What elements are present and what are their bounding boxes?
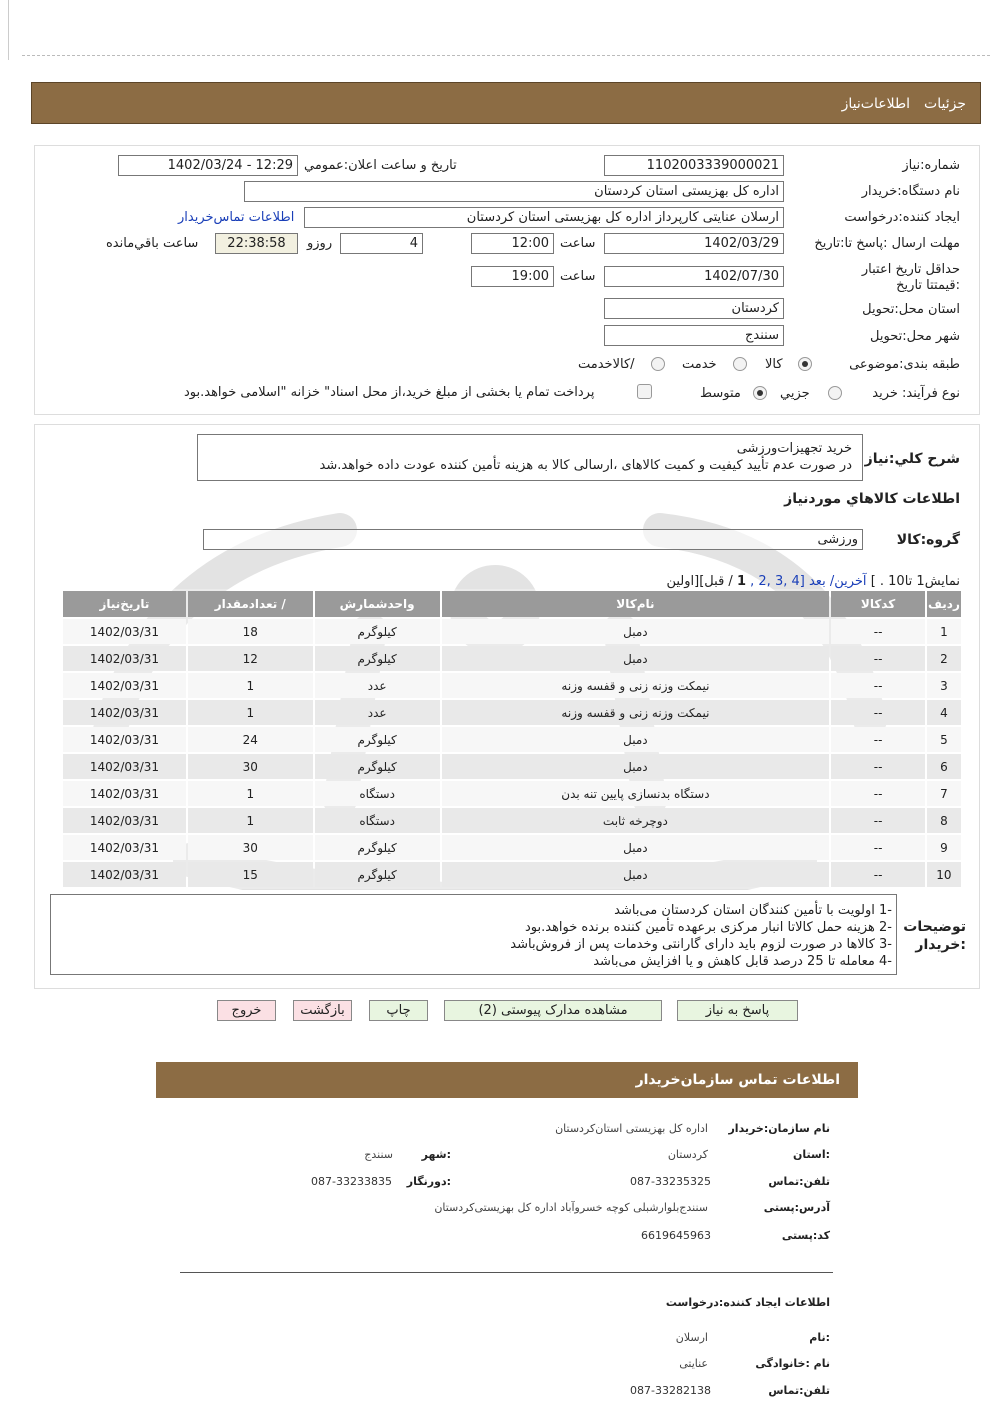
- cell-item-name: دوچرخه ثابت: [442, 808, 830, 833]
- paging-show: نمایش1 تا10 . ]: [870, 574, 960, 589]
- goods-section-title: اطلاعات کالاهاي موردنیاز: [784, 491, 960, 507]
- cell-quantity: 1: [188, 700, 313, 725]
- process-medium-radio[interactable]: [753, 386, 767, 400]
- cell-item-name: نیمکت وزنه زنی و قفسه وزنه: [442, 673, 830, 698]
- creator-info-title: اطلاعات ایجاد کننده:درخواست: [665, 1296, 830, 1309]
- cell-item-code: --: [831, 673, 925, 698]
- contact-fax-label: :دورنگار: [406, 1175, 451, 1188]
- cell-row-number: 1: [927, 619, 961, 644]
- exit-button[interactable]: خروج: [217, 1000, 276, 1021]
- cell-unit: عدد: [315, 700, 440, 725]
- page-edge: [8, 0, 9, 60]
- category-both-label: /کالاخدمت: [578, 357, 635, 372]
- contact-postal-value: 6619645963: [641, 1229, 711, 1242]
- deadline-time-field: 12:00: [471, 233, 554, 254]
- reply-button[interactable]: پاسخ به نیاز: [677, 1000, 798, 1021]
- cell-row-number: 6: [927, 754, 961, 779]
- goods-table-header: [63, 591, 961, 617]
- note-line-4: -4 معامله تا 25 درصد قابل کاهش و یا افزایش می‌باشد: [593, 954, 892, 969]
- cell-need-date: 1402/03/31: [63, 781, 186, 806]
- col-item-name: نام‌کالا: [442, 591, 830, 617]
- attachments-button[interactable]: مشاهده مدارک پیوستی (2): [444, 1000, 662, 1021]
- cell-unit: دستگاه: [315, 808, 440, 833]
- cell-unit: کیلوگرم: [315, 862, 440, 887]
- contact-fax-value: 087-33233835: [311, 1175, 392, 1188]
- contact-address-label: آدرس:پستی: [763, 1201, 830, 1214]
- col-item-code: کدکالا: [831, 591, 925, 617]
- validity-date-field: 1402/07/30: [604, 266, 784, 287]
- col-unit: واحدشمارش: [315, 591, 440, 617]
- goods-group-label: گروه:کالا: [896, 532, 960, 548]
- category-service-label: خدمت: [682, 357, 717, 372]
- goods-table-wrap: [61, 589, 963, 889]
- cell-item-name: دمبل: [442, 727, 830, 752]
- cell-row-number: 7: [927, 781, 961, 806]
- process-partial-radio[interactable]: [828, 386, 842, 400]
- cell-item-code: --: [831, 619, 925, 644]
- need-number-field: 1102003339000021: [604, 155, 784, 176]
- table-row: [63, 646, 961, 671]
- cell-quantity: 30: [188, 754, 313, 779]
- creator-family-label: نام :خانوادگی: [755, 1357, 830, 1370]
- treasury-payment-checkbox[interactable]: [637, 384, 652, 399]
- cell-quantity: 18: [188, 619, 313, 644]
- top-divider: [22, 55, 990, 56]
- notes-label: توضیحات :خریدار: [903, 919, 966, 953]
- description-line-2: در صورت عدم تأیید کیفیت و کمیت کالاهای ،ارسالی کالا به هزینه تأمین کننده عودت داده خواهد.شد: [319, 458, 852, 473]
- cell-need-date: 1402/03/31: [63, 673, 186, 698]
- deadline-date-field: 1402/03/29: [604, 233, 784, 254]
- tab-need-info[interactable]: اطلاعات‌نیاز: [841, 96, 910, 112]
- contact-divider: [180, 1272, 833, 1273]
- buyer-label: نام دستگاه:خريدار: [861, 184, 960, 199]
- contact-province-label: :استان: [793, 1148, 830, 1161]
- table-row: [63, 700, 961, 725]
- cell-unit: کیلوگرم: [315, 727, 440, 752]
- paging-tail[interactable]: / قبل][اولین: [666, 574, 733, 589]
- org-label: نام سازمان:خریدار: [728, 1122, 830, 1135]
- cell-item-name: نیمکت وزنه زنی و قفسه وزنه: [442, 700, 830, 725]
- notes-box: [50, 894, 897, 975]
- table-row: [63, 727, 961, 752]
- cell-row-number: 9: [927, 835, 961, 860]
- cell-unit: کیلوگرم: [315, 754, 440, 779]
- remaining-label: ساعت باقي‌مانده: [106, 236, 199, 251]
- process-partial-label: جزیي: [780, 386, 810, 401]
- city-field: سنندج: [604, 325, 784, 346]
- goods-group-field: ورزشی: [203, 529, 863, 550]
- cell-item-name: دمبل: [442, 646, 830, 671]
- cell-row-number: 8: [927, 808, 961, 833]
- cell-unit: عدد: [315, 673, 440, 698]
- cell-item-name: دمبل: [442, 754, 830, 779]
- cell-need-date: 1402/03/31: [63, 754, 186, 779]
- cell-row-number: 10: [927, 862, 961, 887]
- cell-item-code: --: [831, 727, 925, 752]
- cell-row-number: 5: [927, 727, 961, 752]
- creator-name-value: ارسلان: [675, 1331, 708, 1344]
- cell-item-code: --: [831, 808, 925, 833]
- cell-item-code: --: [831, 646, 925, 671]
- cell-quantity: 30: [188, 835, 313, 860]
- table-row: [63, 835, 961, 860]
- table-row: [63, 619, 961, 644]
- cell-row-number: 2: [927, 646, 961, 671]
- paging-bar: [666, 574, 960, 589]
- deadline-time-label: ساعت: [560, 236, 596, 251]
- cell-quantity: 1: [188, 808, 313, 833]
- org-value: اداره کل بهزیستی استان‌کردستان: [555, 1122, 708, 1135]
- header-bar: [31, 82, 981, 124]
- cell-item-name: دمبل: [442, 835, 830, 860]
- province-field: کردستان: [604, 298, 784, 319]
- cell-item-code: --: [831, 781, 925, 806]
- col-need-date: تاریخ‌نیاز: [63, 591, 186, 617]
- cell-item-code: --: [831, 700, 925, 725]
- back-button[interactable]: بازگشت: [293, 1000, 352, 1021]
- cell-need-date: 1402/03/31: [63, 619, 186, 644]
- table-row: [63, 754, 961, 779]
- validity-label: حداقل تاریخ اعتبار :قیمتتا تاریخ: [861, 262, 960, 293]
- table-row: [63, 808, 961, 833]
- table-row: [63, 781, 961, 806]
- cell-need-date: 1402/03/31: [63, 835, 186, 860]
- buyer-contact-link[interactable]: اطلاعات تماس‌خریدار: [178, 210, 295, 225]
- province-label: استان محل:تحویل: [862, 302, 960, 317]
- cell-row-number: 3: [927, 673, 961, 698]
- paging-pages-links[interactable]: [4 ,3 ,2 ,: [750, 574, 805, 589]
- category-service-radio[interactable]: [733, 357, 747, 371]
- validity-time-field: 19:00: [471, 266, 554, 287]
- contact-postal-label: کد:پستی: [781, 1229, 830, 1242]
- cell-unit: کیلوگرم: [315, 619, 440, 644]
- category-label: طبقه بندی:موضوعی: [849, 357, 960, 372]
- contact-title: اطلاعات تماس سازمان‌خریدار: [635, 1072, 840, 1088]
- creator-phone-value: 087-33282138: [630, 1384, 711, 1397]
- cell-quantity: 24: [188, 727, 313, 752]
- tab-details[interactable]: جزئیات: [924, 96, 966, 112]
- table-row: [63, 673, 961, 698]
- cell-unit: کیلوگرم: [315, 835, 440, 860]
- description-label: شرح کلي:نیاز: [864, 451, 960, 467]
- need-number-label: شماره:نیاز: [902, 158, 960, 173]
- col-row-number: ردیف: [927, 591, 961, 617]
- days-label: روزو: [307, 236, 333, 251]
- note-line-3: -3 کالاها در صورت لزوم باید دارای گارانتی وخدمات پس از فروش‌باشد: [510, 937, 892, 952]
- cell-quantity: 12: [188, 646, 313, 671]
- cell-item-code: --: [831, 862, 925, 887]
- cell-need-date: 1402/03/31: [63, 808, 186, 833]
- cell-item-name: دمبل: [442, 619, 830, 644]
- paging-last-next-link[interactable]: آخرین/ بعد: [808, 574, 867, 589]
- paging-current: 1: [736, 574, 746, 589]
- process-medium-label: متوسط: [700, 386, 741, 401]
- cell-need-date: 1402/03/31: [63, 727, 186, 752]
- print-button[interactable]: چاپ: [369, 1000, 428, 1021]
- cell-need-date: 1402/03/31: [63, 862, 186, 887]
- category-goods-radio[interactable]: [798, 357, 812, 371]
- cell-quantity: 1: [188, 781, 313, 806]
- contact-province-value: کردستان: [667, 1148, 708, 1161]
- description-line-1: خرید تجهیزات‌ورزشی: [736, 441, 852, 456]
- cell-item-code: --: [831, 835, 925, 860]
- contact-phone-label: تلفن:تماس: [768, 1175, 830, 1188]
- category-goods-label: کالا: [765, 357, 783, 372]
- table-row: [63, 862, 961, 887]
- contact-header: [156, 1062, 858, 1098]
- note-line-1: -1 اولویت با تأمین کنندگان استان کردستان می‌باشد: [614, 903, 892, 918]
- cell-quantity: 15: [188, 862, 313, 887]
- contact-phone-value: 087-33235325: [630, 1175, 711, 1188]
- note-line-2: -2 هزینه حمل کالاتا انبار مرکزی برعهده تأمین کننده برنده خواهد.بود: [525, 920, 892, 935]
- creator-phone-label: تلفن:تماس: [768, 1384, 830, 1397]
- col-quantity: / تعدادمقدار: [188, 591, 313, 617]
- days-field: 4: [340, 233, 423, 254]
- contact-city-label: :شهر: [421, 1148, 451, 1161]
- creator-name-label: :نام: [809, 1331, 830, 1344]
- cell-quantity: 1: [188, 673, 313, 698]
- validity-time-label: ساعت: [560, 269, 596, 284]
- cell-item-code: --: [831, 754, 925, 779]
- process-label: نوع فرآیند: خرید: [872, 386, 960, 401]
- cell-need-date: 1402/03/31: [63, 646, 186, 671]
- buyer-field: اداره کل بهزیستی استان کردستان: [244, 181, 784, 202]
- category-both-radio[interactable]: [651, 357, 665, 371]
- contact-city-value: سنندج: [364, 1148, 393, 1161]
- remaining-time-field: 22:38:58: [215, 233, 298, 254]
- cell-unit: کیلوگرم: [315, 646, 440, 671]
- description-box: [197, 434, 863, 481]
- announce-label: تاریخ و ساعت اعلان:عمومي: [304, 158, 457, 173]
- city-label: شهر محل:تحویل: [870, 329, 960, 344]
- creator-label: ایجاد کننده:درخواست: [844, 210, 960, 225]
- cell-item-name: دستگاه بدنسازی پایین تنه بدن: [442, 781, 830, 806]
- cell-row-number: 4: [927, 700, 961, 725]
- deadline-label: مهلت ارسال :پاسخ تا:تاریخ: [814, 236, 960, 251]
- goods-table: [61, 589, 963, 889]
- announce-field: 1402/03/24 - 12:29: [118, 155, 298, 176]
- contact-address-value: سنندج‌بلوارشبلی کوچه خسروآباد اداره کل بهزیستی‌کردستان: [434, 1201, 708, 1214]
- cell-need-date: 1402/03/31: [63, 700, 186, 725]
- cell-unit: دستگاه: [315, 781, 440, 806]
- creator-field: ارسلان عنایتی کارپرداز اداره کل بهزیستی استان کردستان: [304, 207, 784, 228]
- treasury-payment-note: پرداخت تمام یا بخشی از مبلغ خرید،از محل اسناد" خزانه "اسلامی خواهد.بود: [184, 385, 595, 400]
- creator-family-value: عنایتی: [679, 1357, 708, 1370]
- cell-item-name: دمبل: [442, 862, 830, 887]
